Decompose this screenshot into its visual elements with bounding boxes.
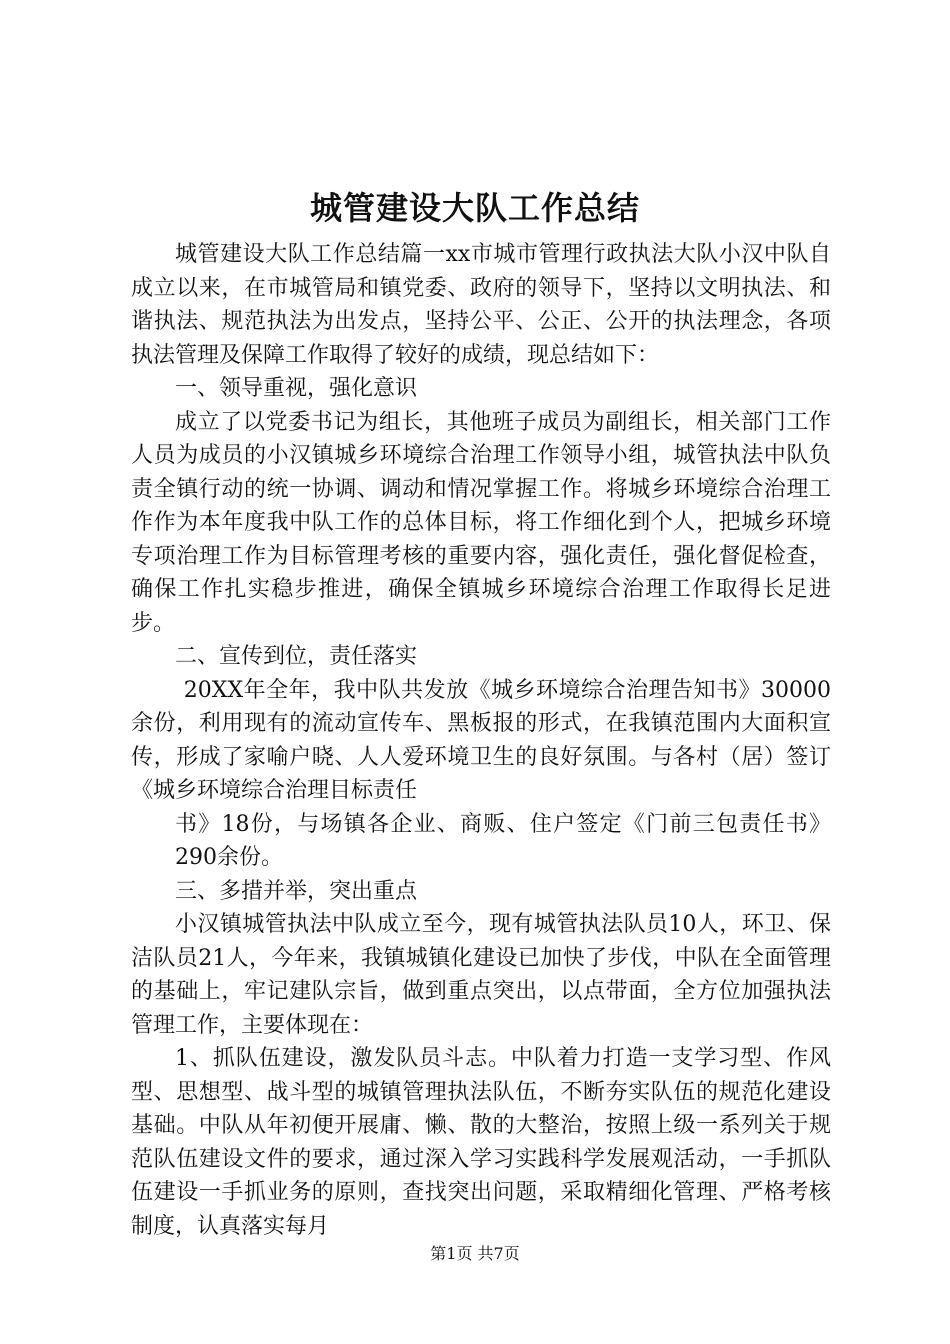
body-paragraph: 1、抓队伍建设，激发队员斗志。中队着力打造一支学习型、作风型、思想型、战斗型的城镇管理执法队伍，不断夯实队伍的规范化建设基础。中队从年初便开展庸、懒、散的大整治，按照上级一系列关于规范队伍建设文件的要求，通过深入学习实践科学发展观活动，一手抓队伍建设一手抓业务的原则，查找突出问题，采取精细化管理、严格考核制度，认真落实每月 (131, 1046, 831, 1239)
document-body (131, 238, 831, 1243)
body-paragraph: 20XX年全年，我中队共发放《城乡环境综合治理告知书》30000余份，利用现有的流动宣传车、黑板报的形式，在我镇范围内大面积宣传，形成了家喻户晓、人人爱环境卫生的良好氛围。与各村（居）签订《城乡环境综合治理目标责任 (131, 677, 831, 803)
body-paragraph: 小汉镇城管执法中队成立至今，现有城管执法队员10人，环卫、保洁队员21人，今年来，我镇城镇化建设已加快了步伐，中队在全面管理的基础上，牢记建队宗旨，做到重点突出，以点带面，全方位加强执法管理工作，主要体现在： (131, 912, 831, 1038)
section-heading: 一、领导重视，强化意识 (175, 376, 418, 401)
body-paragraph: 成立了以党委书记为组长，其他班子成员为副组长，相关部门工作人员为成员的小汉镇城乡环境综合治理工作领导小组，城管执法中队负责全镇行动的统一协调、调动和情况掌握工作。将城乡环境综合治理工作作为本年度我中队工作的总体目标，将工作细化到个人，把城乡环境专项治理工作为目标管理考核的重要内容，强化责任，强化督促检查，确保工作扎实稳步推进，确保全镇城乡环境综合治理工作取得长足进步。 (131, 409, 831, 636)
section-heading: 二、宣传到位，责任落实 (175, 644, 418, 669)
intro-paragraph: 城管建设大队工作总结篇一xx市城市管理行政执法大队小汉中队自成立以来，在市城管局和镇党委、政府的领导下，坚持以文明执法、和谐执法、规范执法为出发点，坚持公平、公正、公开的执法理念，各项执法管理及保障工作取得了较好的成绩，现总结如下： (131, 242, 831, 368)
body-paragraph: 书》18份，与场镇各企业、商贩、住户签定《门前三包责任书》290余份。 (175, 811, 831, 870)
document-title: 城管建设大队工作总结 (309, 189, 640, 227)
section-heading: 三、多措并举，突出重点 (175, 878, 418, 904)
page-number-footer: 第1页 共7页 (430, 1244, 520, 1263)
